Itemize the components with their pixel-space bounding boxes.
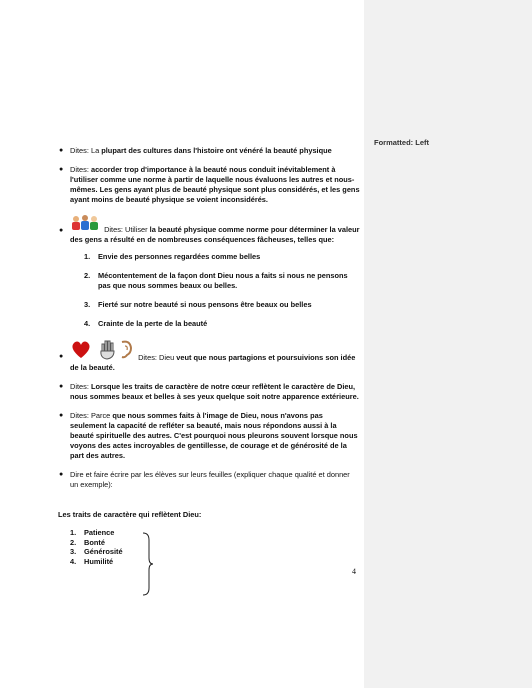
bullet-item <box>58 338 360 373</box>
bullet-text-plain: Dieu <box>156 353 177 362</box>
bullet-text-bold: Lorsque les traits de caractère de notre cœur reflètent le caractère de Dieu, nous sommes beaux et belles à ses yeux quelque soit notre apparence extérieure. <box>70 382 359 401</box>
bullet-text-bold: accorder trop d'importance à la beauté nous conduit inévitablement à l'utiliser comme une norme à partir de laquelle nous évaluons les autres et nous-mêmes. Les gens ayant plus de beauté physique sont plus considérés, et les gens ayant moins de beauté physique se voient inconsidérés. <box>70 165 360 204</box>
page-number: 4 <box>352 567 356 576</box>
bullet-prefix: Dites: <box>70 165 89 174</box>
bullet-text-plain: La <box>88 146 102 155</box>
bullet-text-bold: que nous sommes faits à l'image de Dieu, nous n'avons pas seulement la capacité de refléter sa beauté, mais nous répondons aussi à la beauté spirituelle des autres. C'est pourquoi nous pleurons souvent lorsque nous voyons des actes incroyables de gentillesse, de courage et de générosité de la part des autres. <box>70 411 358 460</box>
bullet-text-plain: Utiliser <box>122 225 150 234</box>
bullet-prefix: Dites: <box>70 382 89 391</box>
bullet-dot: ● <box>59 353 64 360</box>
hand-icon <box>101 341 114 359</box>
bullet-text-bold: plupart des cultures dans l'histoire ont vénéré la beauté physique <box>101 146 332 155</box>
list-item: 1. Patience <box>70 528 115 537</box>
document-content <box>58 146 360 566</box>
comment-margin <box>364 0 532 688</box>
curly-brace-icon <box>142 532 154 596</box>
bullet-prefix: Dites: <box>70 411 89 420</box>
bullet-dot: ● <box>59 383 64 390</box>
bullet-dot: ● <box>59 412 64 419</box>
bullet-item <box>58 470 360 490</box>
bullet-text-bold: la beauté physique comme norme pour déterminer la valeur des gens a résulté en de nombreuses conséquences fâcheuses, telles que: <box>70 225 360 244</box>
traits-list <box>58 528 360 566</box>
list-item: 2. Mécontentement de la façon dont Dieu nous a faits si nous ne pensons pas que nous sommes beaux ou belles. <box>84 271 348 290</box>
ear-icon <box>122 342 131 358</box>
heart-hand-ear-icons <box>70 338 136 363</box>
list-item: 3. Fierté sur notre beauté si nous pensons être beaux ou belles <box>84 300 312 309</box>
bullet-dot: ● <box>59 147 64 154</box>
bullet-text-plain: Parce <box>88 411 113 420</box>
bullet-text-plain: Dire et faire écrire par les élèves sur leurs feuilles (expliquer chaque qualité et donner un exemple): <box>70 470 350 489</box>
comment-formatted-left[interactable]: Formatted: Left <box>374 138 429 147</box>
bullet-text-bold: veut que nous partagions et poursuivions son idée de la beauté. <box>70 353 356 372</box>
bullet-dot: ● <box>59 166 64 173</box>
bullet-prefix: Dites: <box>70 146 89 155</box>
list-item: 3. Générosité <box>70 547 123 556</box>
heart-icon <box>72 342 89 358</box>
people-group-icon <box>70 214 102 235</box>
bullet-item <box>58 382 360 402</box>
bullet-dot: ● <box>59 471 64 478</box>
list-item: 4. Crainte de la perte de la beauté <box>84 319 208 328</box>
consequence-list <box>84 252 360 329</box>
bullet-item <box>58 411 360 461</box>
traits-heading: Les traits de caractère qui reflètent Dieu: <box>58 510 202 519</box>
list-item: 1. Envie des personnes regardées comme belles <box>84 252 261 261</box>
bullet-item <box>58 146 360 156</box>
bullet-prefix: Dites: <box>138 353 157 362</box>
list-item: 4. Humilité <box>70 556 114 566</box>
list-item: 2. Bonté <box>70 537 105 547</box>
bullet-dot: ● <box>59 227 64 234</box>
bullet-item <box>58 165 360 205</box>
bullet-prefix: Dites: <box>104 225 123 234</box>
bullet-item <box>58 214 360 329</box>
